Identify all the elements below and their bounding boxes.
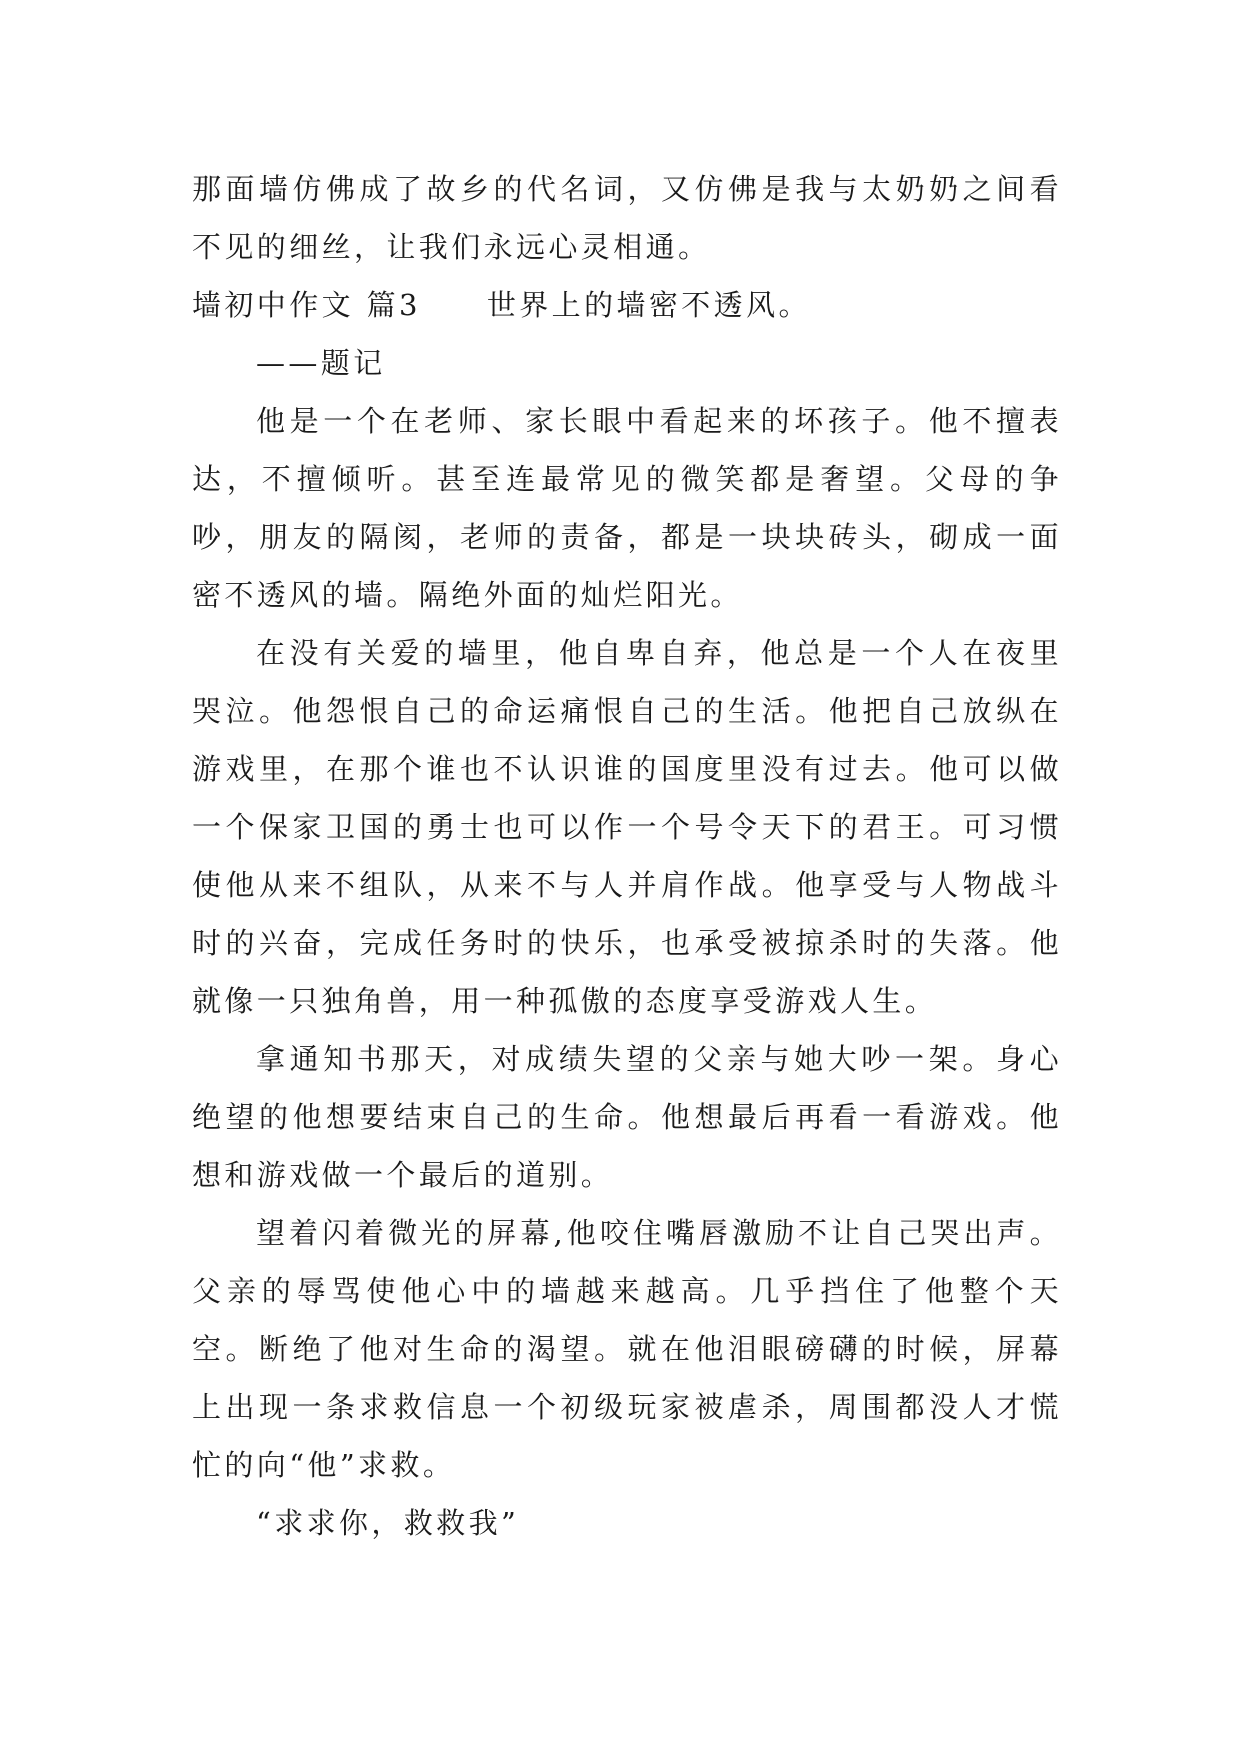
paragraph-2: 在没有关爱的墙里，他自卑自弃，他总是一个人在夜里哭泣。他怨恨自己的命运痛恨自己的生活。他把自己放纵在游戏里，在那个谁也不认识谁的国度里没有过去。他可以做一个保家卫国的勇士也可以作一个号令天下的君王。可习惯使他从来不组队，从来不与人并肩作战。他享受与人物战斗时的兴奋，完成任务时的快乐，也承受被掠杀时的失落。他就像一只独角兽，用一种孤傲的态度享受游戏人生。 bbox=[192, 636, 1062, 1018]
paragraph-4: 望着闪着微光的屏幕,他咬住嘴唇激励不让自己哭出声。父亲的辱骂使他心中的墙越来越高。几乎挡住了他整个天空。断绝了他对生命的渴望。就在他泪眼磅礴的时候，屏幕上出现一条求救信息一个初级玩家被虐杀，周围都没人才慌忙的向“他”求救。 bbox=[192, 1216, 1062, 1482]
epigraph: 世界上的墙密不透风。 bbox=[486, 288, 811, 322]
continuation-paragraph: 那面墙仿佛成了故乡的代名词，又仿佛是我与太奶奶之间看不见的细丝，让我们永远心灵相通。 bbox=[192, 172, 1062, 264]
body-text bbox=[192, 160, 1062, 1552]
paragraph-5: “求求你，救救我” bbox=[256, 1506, 520, 1540]
section-title: 墙初中作文 篇3 bbox=[192, 288, 421, 322]
section-heading-line bbox=[192, 276, 1062, 334]
paragraph-1: 他是一个在老师、家长眼中看起来的坏孩子。他不擅表达，不擅倾听。甚至连最常见的微笑都是奢望。父母的争吵，朋友的隔阂，老师的责备，都是一块块砖头，砌成一面密不透风的墙。隔绝外面的灿烂阳光。 bbox=[192, 404, 1062, 612]
epigraph-attribution: ——题记 bbox=[256, 346, 386, 380]
paragraph-3: 拿通知书那天，对成绩失望的父亲与她大吵一架。身心绝望的他想要结束自己的生命。他想最后再看一看游戏。他想和游戏做一个最后的道别。 bbox=[192, 1042, 1062, 1192]
